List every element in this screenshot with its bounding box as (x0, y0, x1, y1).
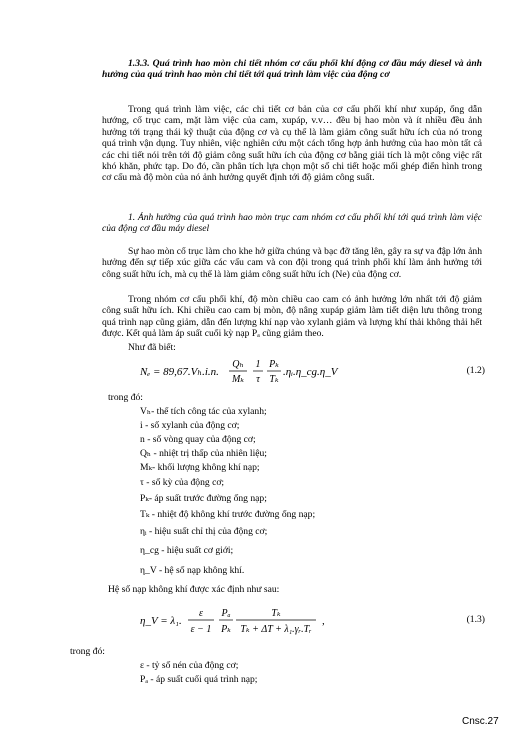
definition-item: η_cg - hiệu suất cơ giới; (140, 545, 234, 556)
eq13-lhs: η_V = λ₁. (140, 615, 182, 627)
eq13-frac3-den: Tₖ + ΔT + λ₁.γᵣ.Tᵣ (240, 624, 312, 635)
definition-item: Mₖ- khối lượng không khí nạp; (140, 462, 260, 473)
equation-1-2 (140, 355, 485, 389)
equation-1-3 (140, 604, 485, 638)
paragraph-cam-height: Trong nhóm cơ cấu phối khí, độ mòn chiều cao cam có ảnh hưởng lớn nhất tới độ giảm công suất hữu ích. Khi chiều cao cam bị mòn, độ nâng xupáp giảm làm tiết diện lưu thông trong quá trình nạp cũng giảm, dẫn đến lượng khí nạp vào xylanh giảm và lượng khí thải không thải hết được. Kết quả làm áp suất cuối kỳ nạp Pₐ cũng giảm theo. (102, 294, 482, 340)
eq12-frac2-den: τ (256, 374, 260, 385)
intro-equation-1-3: Hệ số nạp không khí được xác định như sau: (108, 584, 280, 595)
definition-item: ε - tỷ số nén của động cơ; (140, 660, 239, 671)
eq12-frac2-num: 1 (255, 359, 261, 370)
eq12-tail: .ηᵢ.η_cg.η_V (283, 366, 338, 378)
section-heading: 1.3.3. Quá trình hao mòn chi tiết nhóm cơ cấu phối khí động cơ đầu máy diesel và ảnh hưởng của quá trình hao mòn chi tiết tới quá trình làm việc của động cơ (102, 58, 482, 81)
eq12-frac1-den: Mₖ (232, 374, 244, 385)
definition-item: ηᵢ - hiệu suất chỉ thị của động cơ; (140, 526, 268, 537)
equation-1-3-formula (140, 604, 440, 644)
definition-item: τ - số kỳ của động cơ; (140, 477, 225, 488)
paragraph-camshaft-wear: Sự hao mòn cổ trục làm cho khe hở giữa chúng và bạc đỡ tăng lên, gây ra sự va đập lớn ảnh hưởng đến sự tiếp xúc giữa các vấu cam và con đội trong quá trình phối khí làm ảnh hưởng tới công suất hữu ích, mà cụ thể là làm giảm công suất hữu ích (Ne) của động cơ. (102, 246, 482, 280)
eq13-frac2-num: Pₐ (221, 608, 231, 619)
definition-item: n - số vòng quay của động cơ; (140, 434, 256, 445)
eq12-frac3-den: Tₖ (269, 374, 279, 385)
eq13-frac1-num: ε (199, 608, 203, 619)
where-label-1: trong đó: (108, 392, 143, 403)
eq12-lhs: Nₑ = 89,67.Vₕ.i.n. (140, 366, 219, 378)
eq13-frac2-den: Pₖ (221, 624, 231, 635)
eq12-frac3-num: Pₖ (269, 359, 279, 370)
as-known-text: Như đã biết: (128, 342, 176, 353)
subsection-heading: 1. Ảnh hưởng của quá trình hao mòn trục cam nhóm cơ cấu phối khí tới quá trình làm việc của động cơ đầu máy diesel (102, 212, 482, 235)
eq13-frac3-num: Tₖ (271, 608, 281, 619)
definition-item: Tₖ - nhiệt độ không khí trước đường ống nạp; (140, 509, 316, 520)
paragraph-intro: Trong quá trình làm việc, các chi tiết cơ bản của cơ cấu phối khí như xupáp, ống dẫn hướng, cổ trục cam, mặt làm việc của cam, xupáp, v.v… đều bị hao mòn và ít nhiều đều ảnh hưởng tới trạng thái kỹ thuật của động cơ và cụ thể là làm giảm công suất hữu ích của nó trong quá trình vận dụng. Tuy nhiên, việc nghiên cứu một cách tổng hợp ảnh hưởng của hao mòn tất cả các chi tiết nói trên tới độ giảm công suất hữu ích của động cơ bằng giải tích là một công việc rất khó khăn, phức tạp. Do đó, cần phân tích lựa chọn một số chi tiết hoặc mối ghép điển hình trong cơ cấu mà độ mòn của nó ảnh hưởng quyết định tới độ giảm công suất. (102, 104, 482, 184)
eq12-frac1-num: Qₕ (232, 359, 244, 370)
equation-1-2-formula (140, 355, 440, 389)
eq13-tail: , (322, 615, 325, 627)
definition-item: i - số xylanh của động cơ; (140, 420, 240, 431)
definition-item: η_V - hệ số nạp không khí. (140, 565, 245, 576)
equation-number-1-2: (1.2) (466, 365, 485, 376)
page-footer: Cnsc.27 (462, 716, 499, 727)
definition-item: Pₐ - áp suất cuối quá trình nạp; (140, 674, 258, 685)
eq13-frac1-den: ε − 1 (190, 624, 212, 635)
where-label-2: trong đó: (70, 646, 105, 657)
equation-number-1-3: (1.3) (466, 614, 485, 625)
definition-item: Pₖ- áp suất trước đường ống nạp; (140, 493, 267, 504)
definition-item: Qₕ - nhiệt trị thấp của nhiên liệu; (140, 448, 267, 459)
definition-item: Vₕ- thể tích công tác của xylanh; (140, 406, 267, 417)
